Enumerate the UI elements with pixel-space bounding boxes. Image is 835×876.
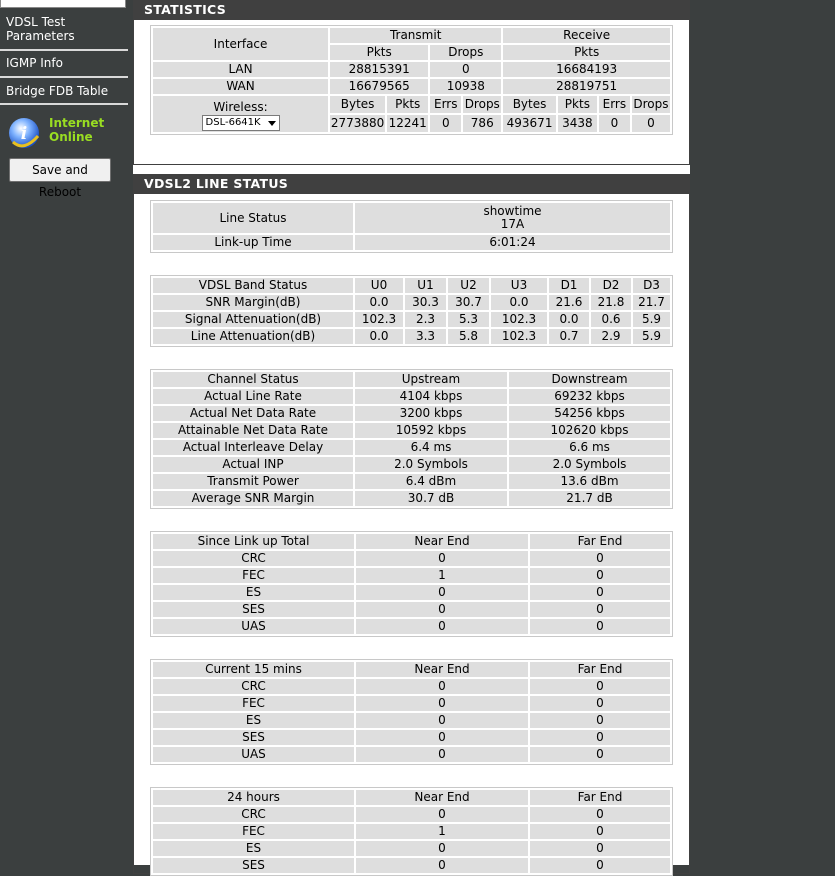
- table-cell: 0: [530, 568, 670, 583]
- column-header: D3: [633, 278, 670, 293]
- table-row: [153, 295, 670, 310]
- table-cell: 0: [356, 730, 528, 745]
- row-label: CRC: [153, 679, 354, 694]
- row-label: Average SNR Margin: [153, 491, 353, 506]
- table-cell: 102.3: [491, 312, 547, 327]
- table-cell: 0: [356, 602, 528, 617]
- wireless-rx-drops: 0: [632, 115, 670, 132]
- line-status-table: [150, 200, 673, 253]
- table-row: [153, 491, 670, 506]
- table-cell: 0: [530, 858, 670, 873]
- sidebar-top-box: [0, 0, 126, 8]
- column-header: VDSL Band Status: [153, 278, 353, 293]
- transmit-header: Transmit: [330, 28, 501, 43]
- column-header: Since Link up Total: [153, 534, 354, 549]
- column-header: Current 15 mins: [153, 662, 354, 677]
- table-cell: 0: [530, 713, 670, 728]
- table-cell: 30.7 dB: [355, 491, 507, 506]
- internet-status: [7, 114, 125, 154]
- column-header: U3: [491, 278, 547, 293]
- wireless-tx-bytes: 2773880: [330, 116, 385, 130]
- column-header: D1: [549, 278, 589, 293]
- table-row: [153, 568, 670, 583]
- channel-status-table: [150, 369, 673, 509]
- line-status-state: showtime: [483, 204, 542, 218]
- row-label: SES: [153, 602, 354, 617]
- row-label: CRC: [153, 807, 354, 822]
- table-cell: 0: [530, 602, 670, 617]
- line-status-label: Line Status: [153, 203, 353, 233]
- row-label: Actual INP: [153, 457, 353, 472]
- lan-rx-pkts: 16684193: [503, 62, 670, 77]
- statistics-table: [150, 25, 673, 135]
- column-header: Far End: [530, 534, 670, 549]
- transmit-pkts-header: Pkts: [330, 45, 428, 60]
- table-cell: 102.3: [491, 329, 547, 344]
- table-cell: 6.4 dBm: [355, 474, 507, 489]
- wireless-header-tx-bytes: Bytes: [330, 96, 385, 113]
- linkup-time-label: Link-up Time: [153, 235, 353, 250]
- chevron-down-icon: [268, 121, 276, 126]
- table-row: [153, 474, 670, 489]
- line-status-profile: 17A: [500, 217, 525, 231]
- wireless-header-rx-bytes: Bytes: [503, 96, 556, 113]
- table-cell: 4104 kbps: [355, 389, 507, 404]
- row-label: CRC: [153, 551, 354, 566]
- table-row: [153, 602, 670, 617]
- table-row: [153, 329, 670, 344]
- row-label: FEC: [153, 568, 354, 583]
- table-cell: 21.7 dB: [509, 491, 670, 506]
- row-label: Actual Net Data Rate: [153, 406, 353, 421]
- row-label: SES: [153, 858, 354, 873]
- transmit-drops-header: Drops: [430, 45, 501, 60]
- column-header: Upstream: [355, 372, 507, 387]
- table-cell: 0: [530, 841, 670, 856]
- line-status-value: [355, 203, 670, 233]
- sidebar-item-bridge-fdb-table[interactable]: Bridge FDB Table: [6, 84, 109, 98]
- info-globe-icon: [7, 116, 43, 150]
- sidebar-item-igmp-info[interactable]: IGMP Info: [6, 56, 63, 70]
- wan-tx-pkts: 16679565: [330, 79, 428, 94]
- table-cell: 3200 kbps: [355, 406, 507, 421]
- since-linkup-table: [150, 531, 673, 637]
- table-cell: 0: [356, 585, 528, 600]
- table-cell: 0: [356, 807, 528, 822]
- status-line-online: Online: [49, 130, 93, 144]
- column-header: U2: [448, 278, 489, 293]
- 24-hours-table: [150, 787, 673, 876]
- row-label: UAS: [153, 747, 354, 762]
- table-cell: 0: [530, 747, 670, 762]
- table-cell: 21.7: [633, 295, 670, 310]
- table-cell: 6.6 ms: [509, 440, 670, 455]
- column-header: Near End: [356, 790, 528, 805]
- table-cell: 2.0 Symbols: [355, 457, 507, 472]
- column-header: Far End: [530, 662, 670, 677]
- row-label: Signal Attenuation(dB): [153, 312, 353, 327]
- table-header-row: [153, 790, 670, 805]
- column-header: Near End: [356, 662, 528, 677]
- table-cell: 2.3: [405, 312, 446, 327]
- band-status-table: [150, 275, 673, 347]
- table-row: [153, 841, 670, 856]
- wireless-tx-pkts: 12241: [388, 116, 427, 130]
- table-header-row: [153, 662, 670, 677]
- wireless-select-value: DSL-6641K: [205, 116, 261, 128]
- wireless-header-rx-pkts: Pkts: [558, 96, 597, 113]
- table-cell: 102620 kbps: [509, 423, 670, 438]
- wireless-interface-select[interactable]: [202, 115, 280, 131]
- table-cell: 0: [356, 841, 528, 856]
- table-row: [153, 730, 670, 745]
- table-cell: 30.3: [405, 295, 446, 310]
- table-row: [153, 203, 670, 233]
- row-label: Actual Interleave Delay: [153, 440, 353, 455]
- column-header: 24 hours: [153, 790, 354, 805]
- table-cell: 69232 kbps: [509, 389, 670, 404]
- row-label: Transmit Power: [153, 474, 353, 489]
- wireless-rx-pkts: 3438: [558, 115, 597, 132]
- table-row: [153, 858, 670, 873]
- sidebar: [0, 0, 128, 865]
- table-row: [153, 440, 670, 455]
- table-row: [153, 389, 670, 404]
- table-row: [153, 423, 670, 438]
- table-row: [153, 235, 670, 250]
- table-row: [153, 747, 670, 762]
- table-row: [153, 551, 670, 566]
- sidebar-item-vdsl-test-parameters[interactable]: VDSL Test Parameters: [6, 15, 75, 43]
- table-cell: 0: [356, 713, 528, 728]
- main-content: [133, 0, 690, 872]
- table-cell: 0: [530, 551, 670, 566]
- sidebar-divider: [0, 103, 128, 105]
- table-cell: 0.0: [355, 329, 403, 344]
- lan-tx-pkts: 28815391: [330, 62, 428, 77]
- column-header: Near End: [356, 534, 528, 549]
- table-cell: 0.0: [355, 295, 403, 310]
- row-label: UAS: [153, 619, 354, 634]
- linkup-time-value: 6:01:24: [355, 235, 670, 250]
- table-cell: 0: [356, 858, 528, 873]
- wireless-label: Wireless:: [213, 99, 268, 114]
- row-label: SES: [153, 730, 354, 745]
- wan-label: WAN: [153, 79, 328, 94]
- table-cell: 5.3: [448, 312, 489, 327]
- table-row: [153, 679, 670, 694]
- table-cell: 0.7: [549, 329, 589, 344]
- table-cell: 5.9: [633, 329, 670, 344]
- table-cell: 5.9: [633, 312, 670, 327]
- current-15-mins-table: [150, 659, 673, 765]
- table-cell: 102.3: [355, 312, 403, 327]
- row-label: ES: [153, 713, 354, 728]
- table-cell: 54256 kbps: [509, 406, 670, 421]
- table-cell: 3.3: [405, 329, 446, 344]
- wan-rx-pkts: 28819751: [503, 79, 670, 94]
- table-row: [153, 406, 670, 421]
- table-cell: 2.0 Symbols: [509, 457, 670, 472]
- table-header-row: [153, 278, 670, 293]
- table-header-row: [153, 534, 670, 549]
- save-and-reboot-button[interactable]: Save and Reboot: [9, 158, 111, 182]
- table-row: [153, 79, 670, 94]
- wireless-header-tx-errs: Errs: [430, 96, 461, 113]
- lan-label: LAN: [153, 62, 328, 77]
- table-cell: 0.0: [549, 312, 589, 327]
- statistics-header: STATISTICS: [133, 0, 690, 20]
- wireless-header-tx-pkts: Pkts: [387, 96, 428, 113]
- table-cell: 0: [530, 730, 670, 745]
- wireless-header-tx-drops: Drops: [464, 97, 500, 111]
- column-header: Downstream: [509, 372, 670, 387]
- table-row: [153, 62, 670, 77]
- wan-tx-drops: 10938: [430, 79, 501, 94]
- table-cell: 13.6 dBm: [509, 474, 670, 489]
- table-cell: 0: [356, 551, 528, 566]
- table-row: [153, 312, 670, 327]
- table-row: [153, 713, 670, 728]
- status-line-internet: Internet: [49, 116, 105, 130]
- table-cell: 0: [530, 807, 670, 822]
- table-cell: 0: [530, 619, 670, 634]
- table-cell: 0: [356, 679, 528, 694]
- column-header: U0: [355, 278, 403, 293]
- wireless-header-rx-errs: Errs: [599, 96, 630, 113]
- table-cell: 0: [530, 679, 670, 694]
- table-cell: 0: [356, 696, 528, 711]
- wireless-tx-errs: 0: [430, 115, 461, 132]
- column-header: D2: [591, 278, 631, 293]
- column-header: U1: [405, 278, 446, 293]
- table-cell: 0.6: [591, 312, 631, 327]
- table-row: [153, 585, 670, 600]
- table-cell: 0.0: [491, 295, 547, 310]
- row-label: FEC: [153, 696, 354, 711]
- row-label: ES: [153, 841, 354, 856]
- sidebar-divider: [0, 49, 128, 51]
- table-cell: 10592 kbps: [355, 423, 507, 438]
- table-row: [153, 619, 670, 634]
- wireless-cell: [153, 96, 328, 132]
- table-cell: 21.8: [591, 295, 631, 310]
- wireless-rx-errs: 0: [599, 115, 630, 132]
- vdsl2-line-status-header: VDSL2 LINE STATUS: [133, 174, 690, 194]
- table-row: [153, 457, 670, 472]
- table-cell: 0: [356, 619, 528, 634]
- table-cell: 30.7: [448, 295, 489, 310]
- wireless-header-rx-drops: Drops: [633, 97, 669, 111]
- interface-header: Interface: [153, 28, 328, 60]
- row-label: ES: [153, 585, 354, 600]
- row-label: FEC: [153, 824, 354, 839]
- table-cell: 6.4 ms: [355, 440, 507, 455]
- table-cell: 0: [530, 585, 670, 600]
- column-header: Far End: [530, 790, 670, 805]
- table-cell: 0: [530, 696, 670, 711]
- table-row: [153, 824, 670, 839]
- row-label: SNR Margin(dB): [153, 295, 353, 310]
- row-label: Line Attenuation(dB): [153, 329, 353, 344]
- table-cell: 2.9: [591, 329, 631, 344]
- table-cell: 5.8: [448, 329, 489, 344]
- receive-header: Receive: [503, 28, 670, 43]
- wireless-tx-drops: 786: [463, 115, 501, 132]
- table-cell: 1: [356, 568, 528, 583]
- lan-tx-drops: 0: [430, 62, 501, 77]
- table-cell: 0: [530, 824, 670, 839]
- svg-text:i: i: [20, 124, 28, 144]
- sidebar-divider: [0, 76, 128, 78]
- row-label: Attainable Net Data Rate: [153, 423, 353, 438]
- table-cell: 0: [356, 747, 528, 762]
- row-label: Actual Line Rate: [153, 389, 353, 404]
- table-cell: 21.6: [549, 295, 589, 310]
- column-header: Channel Status: [153, 372, 353, 387]
- table-cell: 1: [356, 824, 528, 839]
- table-row: [153, 696, 670, 711]
- wireless-rx-bytes: 493671: [503, 115, 556, 132]
- table-header-row: [153, 372, 670, 387]
- receive-pkts-header: Pkts: [503, 45, 670, 60]
- table-row: [153, 807, 670, 822]
